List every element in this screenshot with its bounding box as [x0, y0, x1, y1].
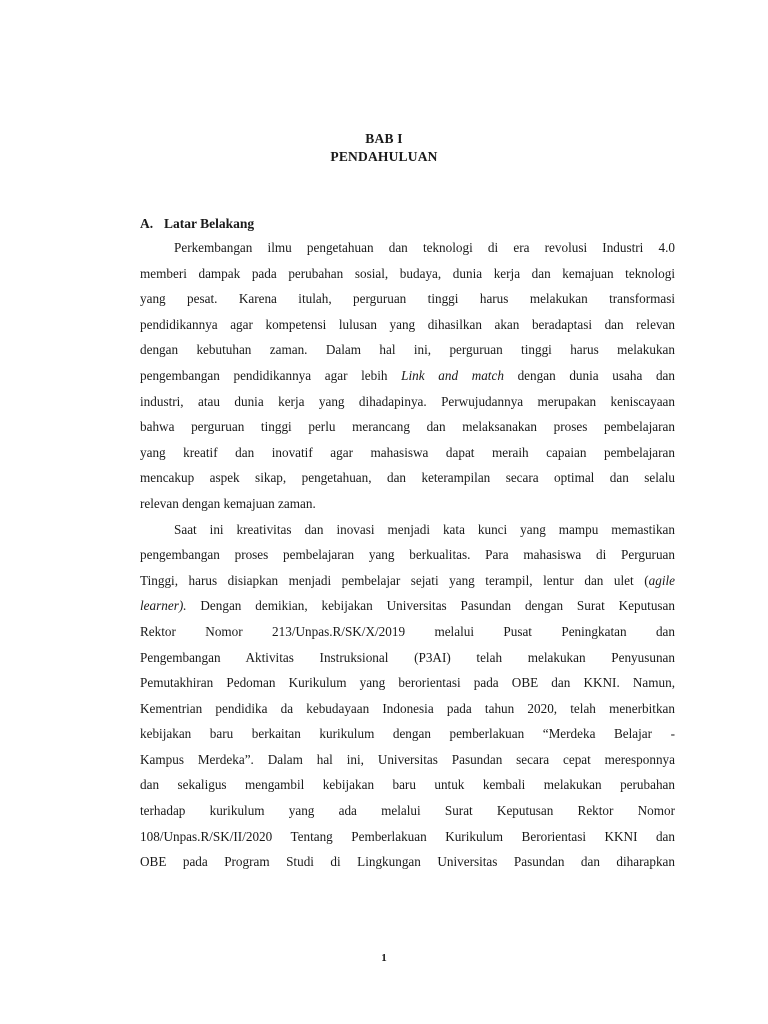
text-segment: dengan dunia usaha dan [503, 367, 675, 383]
text-line [140, 465, 675, 491]
text-line [140, 337, 675, 363]
text-segment: yang pesat. Karena itulah, perguruan tinggi harus melakukan transformasi [140, 291, 675, 307]
text-line [140, 312, 675, 338]
text-line [140, 286, 675, 312]
section-heading [140, 215, 254, 233]
text-line [140, 798, 675, 824]
chapter-title: PENDAHULUAN [330, 149, 438, 164]
text-line [140, 491, 675, 517]
text-segment: Kementrian pendidika da kebudayaan Indonesia pada tahun 2020, telah menerbitkan [140, 700, 675, 716]
text-segment: yang kreatif dan inovatif agar mahasiswa dapat meraih capaian pembelajaran [140, 444, 675, 460]
page-number: 1 [381, 952, 387, 964]
text-line [140, 670, 675, 696]
text-line [140, 849, 675, 875]
text-segment: terhadap kurikulum yang ada melalui Surat Keputusan Rektor Nomor [140, 803, 675, 819]
text-segment: pendidikannya agar kompetensi lulusan yang dihasilkan akan beradaptasi dan relevan [140, 316, 675, 332]
section-number: A. [140, 216, 154, 231]
text-segment: Kampus Merdeka”. Dalam hal ini, Universitas Pasundan secara cepat meresponnya [140, 751, 675, 767]
text-line [140, 696, 675, 722]
text-segment: 108/Unpas.R/SK/II/2020 Tentang Pemberlakuan Kurikulum Berorientasi KKNI dan [140, 828, 675, 844]
text-line [140, 824, 675, 850]
text-segment: Tinggi, harus disiapkan menjadi pembelajar sejati yang terampil, lentur dan ulet ( [140, 572, 649, 588]
body-text [140, 235, 675, 875]
text-segment: relevan dengan kemajuan zaman. [140, 495, 316, 511]
text-line [140, 235, 675, 261]
text-segment: memberi dampak pada perubahan sosial, budaya, dunia kerja dan kemajuan teknologi [140, 265, 675, 281]
text-segment: dan sekaligus mengambil kebijakan baru untuk kembali melakukan perubahan [140, 777, 675, 793]
text-line [140, 747, 675, 773]
text-line [140, 593, 675, 619]
text-line [140, 389, 675, 415]
italic-text: Link and match [401, 367, 504, 383]
chapter-number: BAB I [365, 131, 403, 146]
text-segment: kebijakan baru berkaitan kurikulum dengan pemberlakuan “Merdeka Belajar - [140, 726, 675, 742]
text-segment: Saat ini kreativitas dan inovasi menjadi kata kunci yang mampu memastikan [174, 521, 675, 537]
chapter-heading [0, 130, 768, 166]
text-segment: Perkembangan ilmu pengetahuan dan teknologi di era revolusi Industri 4.0 [174, 240, 675, 255]
text-segment: Dengan demikian, kebijakan Universitas Pasundan dengan Surat Keputusan [186, 598, 675, 614]
text-segment: OBE pada Program Studi di Lingkungan Universitas Pasundan dan diharapkan [140, 854, 675, 870]
text-line [140, 414, 675, 440]
text-segment: pengembangan proses pembelajaran yang berkualitas. Para mahasiswa di Perguruan [140, 547, 675, 563]
text-line [140, 542, 675, 568]
text-line [140, 619, 675, 645]
text-segment: mencakup aspek sikap, pengetahuan, dan keterampilan secara optimal dan selalu [140, 470, 675, 486]
text-line [140, 645, 675, 671]
text-segment: industri, atau dunia kerja yang dihadapinya. Perwujudannya merupakan keniscayaan [140, 393, 675, 409]
text-line [140, 440, 675, 466]
text-line [140, 363, 675, 389]
text-line [140, 568, 675, 594]
section-title: Latar Belakang [164, 216, 255, 231]
text-segment: Rektor Nomor 213/Unpas.R/SK/X/2019 melalui Pusat Peningkatan dan [140, 623, 675, 639]
text-line [140, 721, 675, 747]
text-segment: Pengembangan Aktivitas Instruksional (P3AI) telah melakukan Penyusunan [140, 649, 675, 665]
italic-text: learner). [140, 598, 187, 614]
text-line [140, 261, 675, 287]
italic-text: agile [648, 572, 675, 588]
text-segment: pengembangan pendidikannya agar lebih [140, 367, 402, 383]
text-segment: bahwa perguruan tinggi perlu merancang dan melaksanakan proses pembelajaran [140, 419, 675, 435]
text-segment: dengan kebutuhan zaman. Dalam hal ini, perguruan tinggi harus melakukan [140, 342, 675, 358]
text-segment: Pemutakhiran Pedoman Kurikulum yang berorientasi pada OBE dan KKNI. Namun, [140, 675, 675, 691]
text-line [140, 772, 675, 798]
text-line [140, 517, 675, 543]
